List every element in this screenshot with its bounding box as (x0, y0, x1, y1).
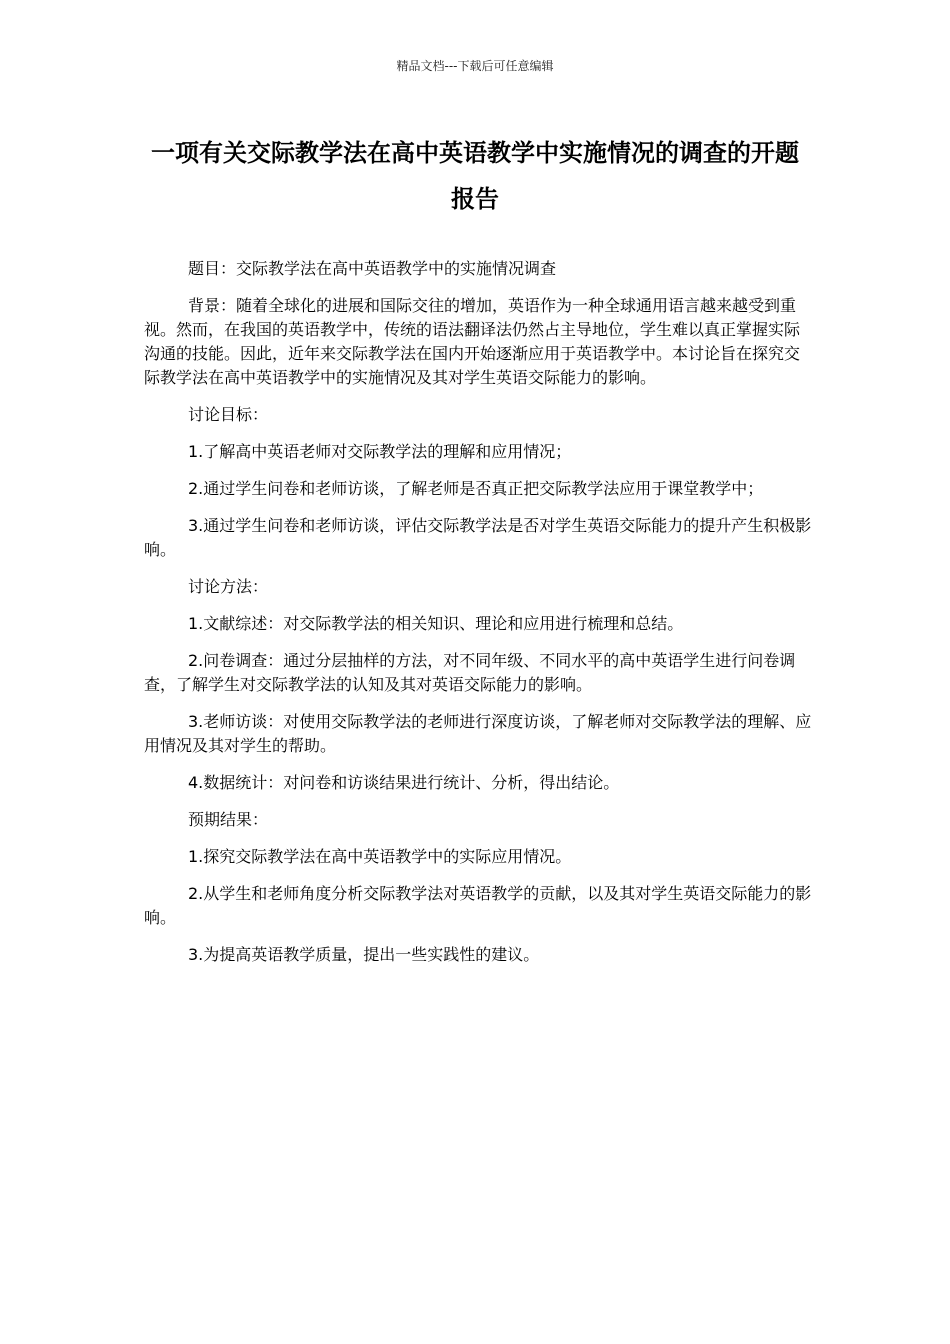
method-item: 2.问卷调查：通过分层抽样的方法，对不同年级、不同水平的高中英语学生进行问卷调查，了解学生对交际教学法的认知及其对英语交际能力的影响。 (144, 651, 796, 694)
results-heading: 预期结果： (188, 810, 269, 829)
result-item: 1.探究交际教学法在高中英语教学中的实际应用情况。 (188, 847, 572, 866)
method-item: 4.数据统计：对问卷和访谈结果进行统计、分析，得出结论。 (188, 773, 620, 792)
objective-item: 2.通过学生问卷和老师访谈，了解老师是否真正把交际教学法应用于课堂教学中； (188, 479, 764, 498)
background-paragraph: 背景：随着全球化的进展和国际交往的增加，英语作为一种全球通用语言越来越受到重视。然而，在我国的英语教学中，传统的语法翻译法仍然占主导地位，学生难以真正掌握实际沟通的技能。因此，近年来交际教学法在国内开始逐渐应用于英语教学中。本讨论旨在探究交际教学法在高中英语教学中的实施情况及其对学生英语交际能力的影响。 (144, 296, 801, 387)
objective-item: 1.了解高中英语老师对交际教学法的理解和应用情况； (188, 442, 572, 461)
document-title: 一项有关交际教学法在高中英语教学中实施情况的调查的开题报告 (151, 139, 799, 213)
method-item: 3.老师访谈：对使用交际教学法的老师进行深度访谈，了解老师对交际教学法的理解、应用情况及其对学生的帮助。 (144, 712, 812, 755)
objectives-heading: 讨论目标： (188, 405, 269, 424)
header-note: 精品文档---下载后可任意编辑 (396, 59, 554, 73)
result-item: 2.从学生和老师角度分析交际教学法对英语教学的贡献，以及其对学生英语交际能力的影响。 (144, 884, 812, 927)
methods-heading: 讨论方法： (188, 577, 269, 596)
document-body (144, 257, 812, 980)
objective-item: 3.通过学生问卷和老师访谈，评估交际教学法是否对学生英语交际能力的提升产生积极影响。 (144, 516, 812, 559)
topic-paragraph: 题目：交际教学法在高中英语教学中的实施情况调查 (188, 259, 557, 278)
method-item: 1.文献综述：对交际教学法的相关知识、理论和应用进行梳理和总结。 (188, 614, 684, 633)
result-item: 3.为提高英语教学质量，提出一些实践性的建议。 (188, 945, 540, 964)
